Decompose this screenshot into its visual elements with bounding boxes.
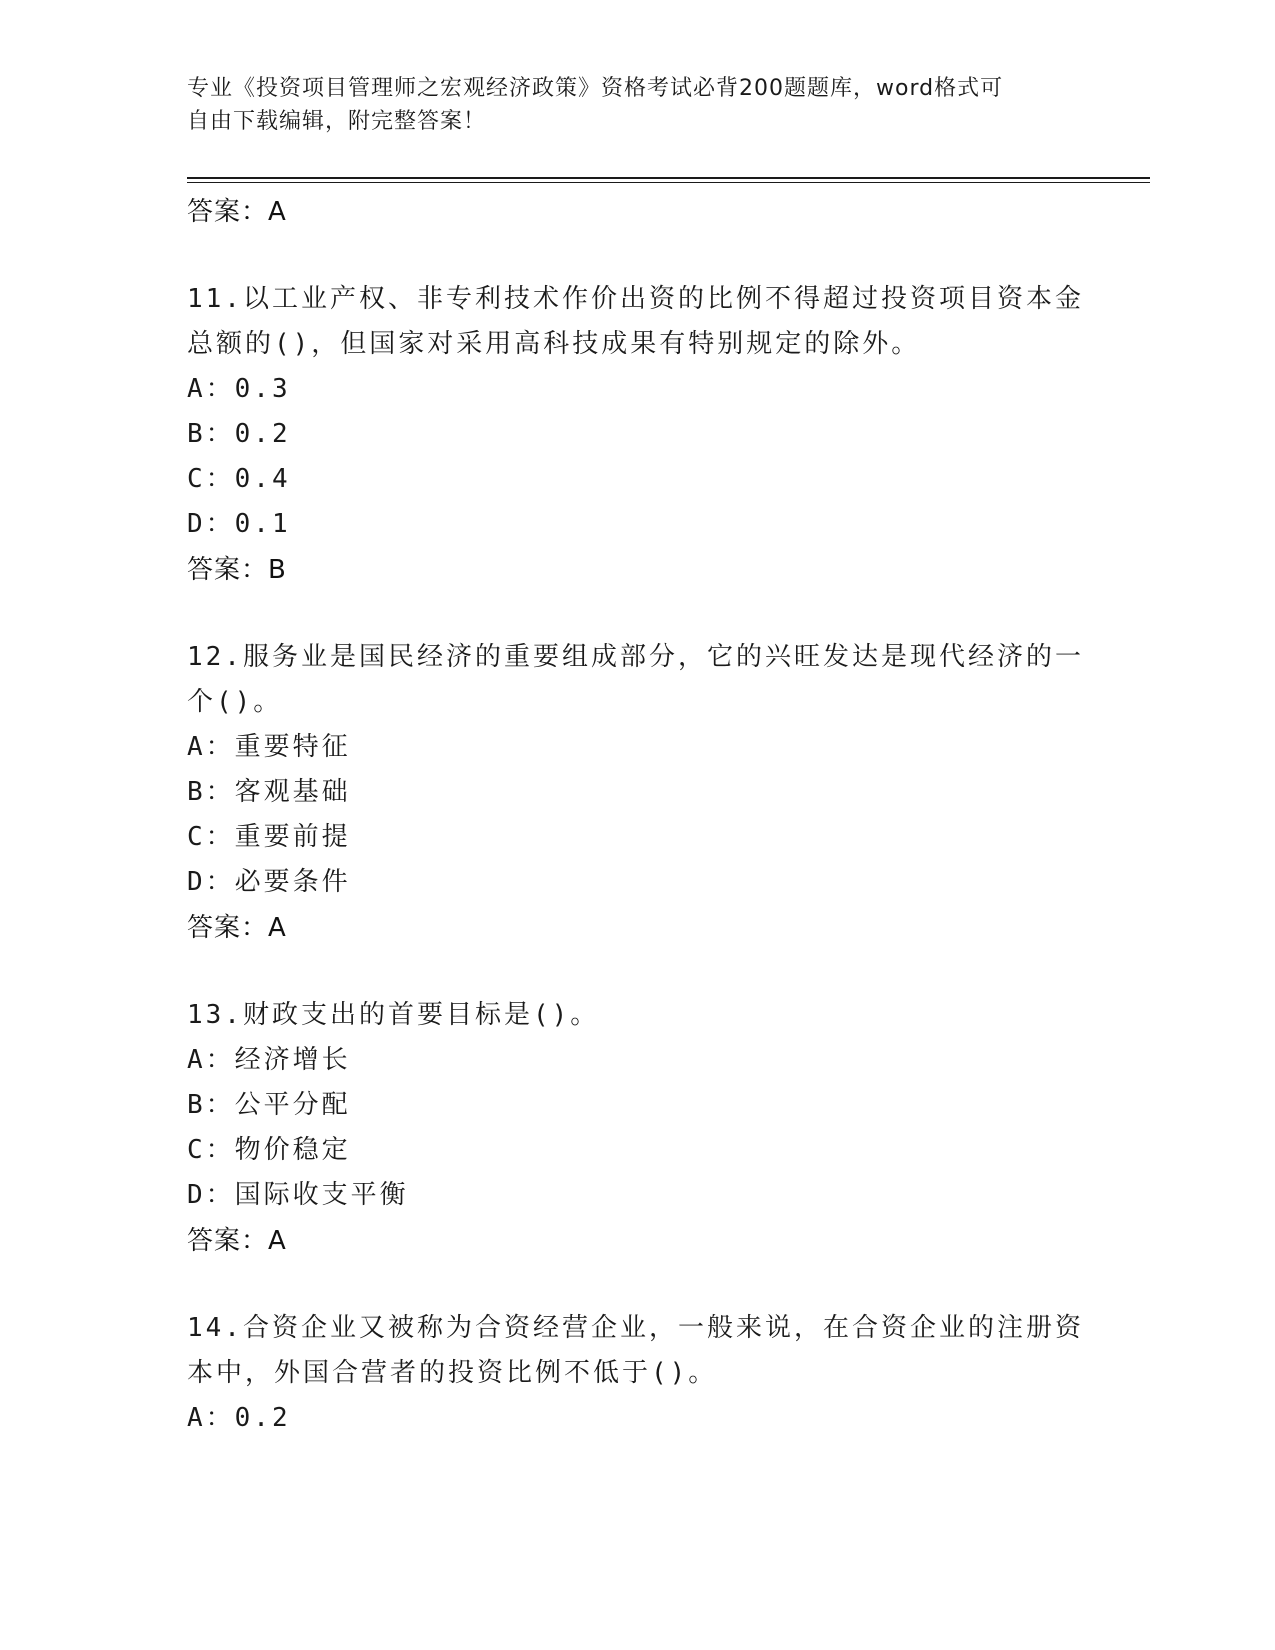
question-11-answer: 答案：B [187, 555, 287, 585]
question-list [187, 187, 1087, 1441]
question-14-line-2: 本中，外国合营者的投资比例不低于()。 [187, 1358, 718, 1388]
block-spacer [187, 1264, 1087, 1306]
question-14 [187, 1306, 1087, 1441]
document-header [187, 72, 1067, 138]
previous-answer: 答案：A [187, 197, 287, 227]
question-11-option-c: C：0.4 [187, 464, 291, 494]
question-14-option-a: A：0.2 [187, 1403, 291, 1433]
question-14-line-1: 14.合资企业又被称为合资经营企业，一般来说，在合资企业的注册资 [187, 1313, 1084, 1343]
block-spacer [187, 951, 1087, 993]
question-13-option-a: A：经济增长 [187, 1045, 351, 1075]
question-13-answer: 答案：A [187, 1226, 287, 1256]
block-spacer [187, 593, 1087, 635]
header-title-line-1: 专业《投资项目管理师之宏观经济政策》资格考试必背200题题库，word格式可 [187, 76, 1004, 101]
question-13-option-d: D：国际收支平衡 [187, 1180, 409, 1210]
header-title-line-2: 自由下载编辑，附完整答案！ [187, 109, 487, 134]
question-12-option-d: D：必要条件 [187, 867, 351, 897]
question-12-option-a: A：重要特征 [187, 732, 351, 762]
question-12-line-1: 12.服务业是国民经济的重要组成部分，它的兴旺发达是现代经济的一 [187, 642, 1084, 672]
question-11-line-1: 11.以工业产权、非专利技术作价出资的比例不得超过投资项目资本金 [187, 284, 1084, 314]
question-12-option-c: C：重要前提 [187, 822, 351, 852]
question-11-option-d: D：0.1 [187, 509, 291, 539]
question-12-answer: 答案：A [187, 913, 287, 943]
question-11-option-a: A：0.3 [187, 374, 291, 404]
header-rule-thin [187, 182, 1150, 183]
question-12-line-2: 个()。 [187, 687, 283, 717]
question-13-option-b: B：公平分配 [187, 1090, 351, 1120]
question-13 [187, 993, 1087, 1264]
header-rule-thick [187, 177, 1150, 179]
question-11-option-b: B：0.2 [187, 419, 291, 449]
question-13-line-1: 13.财政支出的首要目标是()。 [187, 1000, 600, 1030]
question-13-option-c: C：物价稳定 [187, 1135, 351, 1165]
block-spacer [187, 235, 1087, 277]
question-11-line-2: 总额的()，但国家对采用高科技成果有特别规定的除外。 [187, 329, 921, 359]
question-11 [187, 277, 1087, 593]
question-12-option-b: B：客观基础 [187, 777, 351, 807]
question-12 [187, 635, 1087, 951]
